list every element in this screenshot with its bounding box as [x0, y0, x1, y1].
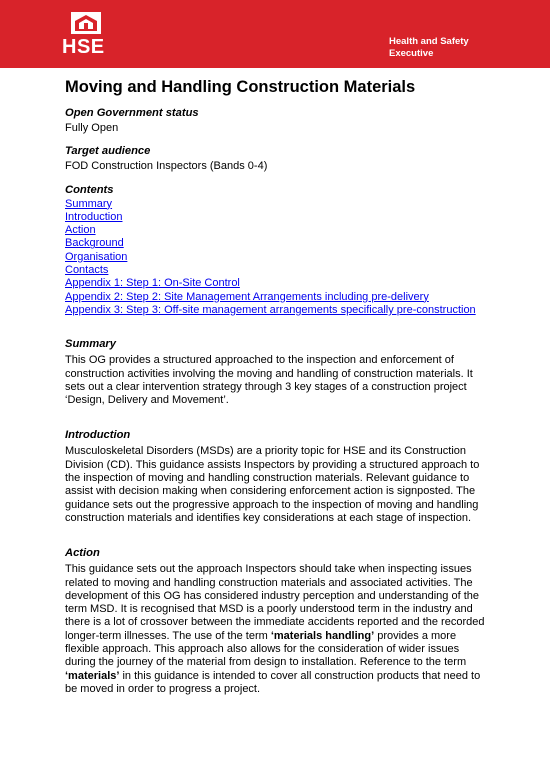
action-text: [65, 563, 490, 696]
document-body: [65, 76, 490, 696]
action-heading: Action: [65, 547, 100, 560]
contents-link-action[interactable]: Action: [65, 224, 96, 237]
target-audience-value: FOD Construction Inspectors (Bands 0-4): [65, 160, 268, 173]
contents-link-background[interactable]: Background: [65, 237, 124, 250]
open-government-section: [65, 106, 490, 135]
header-banner: [0, 0, 550, 68]
contents-section: [65, 183, 490, 318]
contents-link-introduction[interactable]: Introduction: [65, 210, 123, 223]
action-text-part-2: provides a more flexible approach. This approach also allows for the consideration of wider issues during the journey of the material from design to installation. Reference to the term: [65, 629, 467, 669]
contents-link-contacts[interactable]: Contacts: [65, 264, 109, 277]
summary-section: [65, 337, 490, 407]
open-government-heading: Open Government status: [65, 107, 199, 119]
action-text-part-3: in this guidance is intended to cover all construction products that need to be moved in order to progress a project.: [65, 669, 481, 695]
action-term-materials-handling: ‘materials handling’: [270, 629, 375, 642]
contents-links: [65, 198, 490, 318]
summary-text: This OG provides a structured approached to the inspection and enforcement of construction activities involving the moving and handling of construction materials. It sets out a clear intervention strategy through 3 key stages of a construction project ‘Design, Delivery and Movement’.: [65, 354, 473, 407]
action-term-materials: ‘materials’: [65, 669, 120, 682]
introduction-heading: Introduction: [65, 429, 131, 442]
target-audience-heading: Target audience: [65, 145, 151, 158]
action-section: [65, 546, 490, 696]
target-audience-section: [65, 144, 490, 173]
introduction-section: [65, 428, 490, 525]
crown-emblem-icon: [62, 10, 110, 36]
action-text-part-1: This guidance sets out the approach Inspectors should take when inspecting issues related to moving and handling construction materials and associated activities. The development of this OG has considered industry perception and understanding of the term MSD. It is recognised that MSD is a poorly understood term in the industry and there is a lot of crossover between the immediate accidents reported and the recorded longer-term illnesses. The use of the term: [65, 563, 485, 642]
open-government-value: Fully Open: [65, 122, 119, 134]
summary-heading: Summary: [65, 338, 116, 351]
page-title: Moving and Handling Construction Materials: [65, 78, 416, 96]
contents-heading: Contents: [65, 183, 114, 196]
introduction-text: Musculoskeletal Disorders (MSDs) are a priority topic for HSE and its Construction Division (CD). This guidance assists Inspectors by providing a structured approach to the inspection of moving and handling construction materials. Relevant guidance to assist with decision making when considering enforcement action is signposted. The guidance sets out the progressive approach to the inspection of moving and handling construction materials and identifies key considerations at each stage of inspection.: [65, 445, 480, 524]
contents-link-appendix-3[interactable]: Appendix 3: Step 3: Off-site management arrangements specifically pre-construction: [65, 303, 476, 316]
org-name: Health and Safety Executive: [389, 36, 469, 59]
contents-link-appendix-1[interactable]: Appendix 1: Step 1: On-Site Control: [65, 277, 240, 290]
hse-logo-text: HSE: [62, 36, 105, 58]
contents-link-appendix-2[interactable]: Appendix 2: Step 2: Site Management Arrangements including pre-delivery: [65, 290, 429, 303]
contents-link-summary[interactable]: Summary: [65, 197, 113, 210]
contents-link-organisation[interactable]: Organisation: [65, 250, 128, 263]
